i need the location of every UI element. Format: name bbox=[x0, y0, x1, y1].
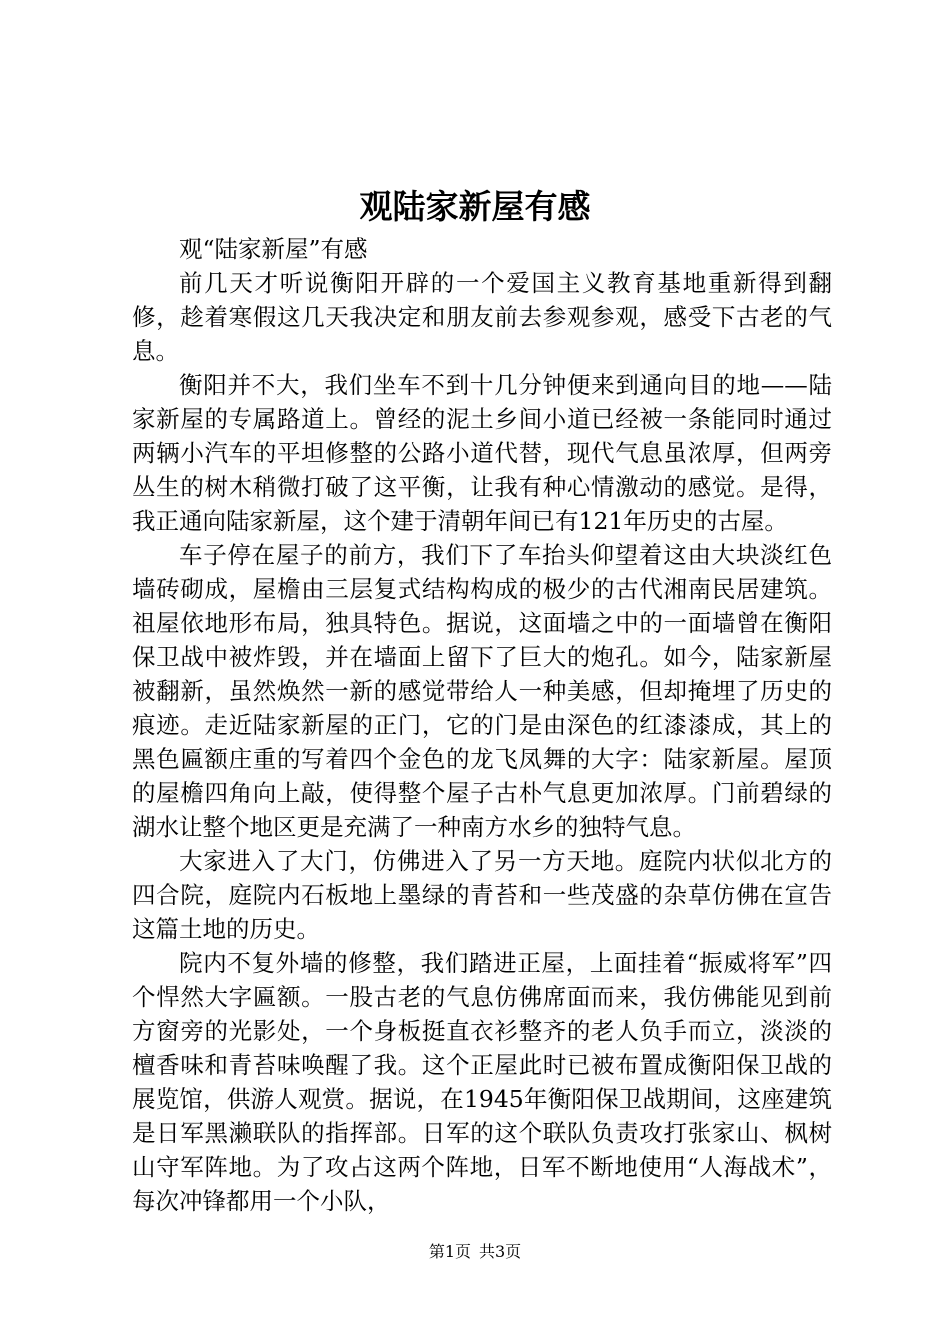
document-title: 观陆家新屋有感 bbox=[359, 187, 591, 226]
document-body bbox=[132, 232, 832, 1218]
paragraph: 院内不复外墙的修整，我们踏进正屋，上面挂着“振威将军”四个悍然大字匾额。一股古老的气息仿佛席面而来，我仿佛能见到前方窗旁的光影处，一个身板挺直衣衫整齐的老人负手而立，淡淡的檀香味和青苔味唤醒了我。这个正屋此时已被布置成衡阳保卫战的展览馆，供游人观赏。据说，在1945年衡阳保卫战期间，这座建筑是日军黑濑联队的指挥部。日军的这个联队负责攻打张家山、枫树山守军阵地。为了攻占这两个阵地，日军不断地使用“人海战术”，每次冲锋都用一个小队， bbox=[132, 949, 832, 1215]
paragraph-subtitle: 观“陆家新屋”有感 bbox=[179, 235, 368, 263]
page-total: 共3页 bbox=[479, 1242, 522, 1261]
paragraph: 前几天才听说衡阳开辟的一个爱国主义教育基地重新得到翻修，趁着寒假这几天我决定和朋友前去参观参观，感受下古老的气息。 bbox=[132, 269, 832, 365]
paragraph: 大家进入了大门，仿佛进入了另一方天地。庭院内状似北方的四合院，庭院内石板地上墨绿的青苔和一些茂盛的杂草仿佛在宣告这篇土地的历史。 bbox=[132, 847, 832, 943]
page-number: 第1页 bbox=[428, 1242, 471, 1261]
paragraph: 车子停在屋子的前方，我们下了车抬头仰望着这由大块淡红色墙砖砌成，屋檐由三层复式结构构成的极少的古代湘南民居建筑。祖屋依地形布局，独具特色。据说，这面墙之中的一面墙曾在衡阳保卫战中被炸毁，并在墙面上留下了巨大的炮孔。如今，陆家新屋被翻新，虽然焕然一新的感觉带给人一种美感，但却掩埋了历史的痕迹。走近陆家新屋的正门，它的门是由深色的红漆漆成，其上的黑色匾额庄重的写着四个金色的龙飞凤舞的大字：陆家新屋。屋顶的屋檐四角向上敲，使得整个屋子古朴气息更加浓厚。门前碧绿的湖水让整个地区更是充满了一种南方水乡的独特气息。 bbox=[132, 541, 832, 841]
paragraph: 衡阳并不大，我们坐车不到十几分钟便来到通向目的地——陆家新屋的专属路道上。曾经的泥土乡间小道已经被一条能同时通过两辆小汽车的平坦修整的公路小道代替，现代气息虽浓厚，但两旁丛生的树木稍微打破了这平衡，让我有种心情激动的感觉。是得，我正通向陆家新屋，这个建于清朝年间已有121年历史的古屋。 bbox=[132, 371, 832, 535]
page-footer bbox=[0, 1240, 950, 1264]
